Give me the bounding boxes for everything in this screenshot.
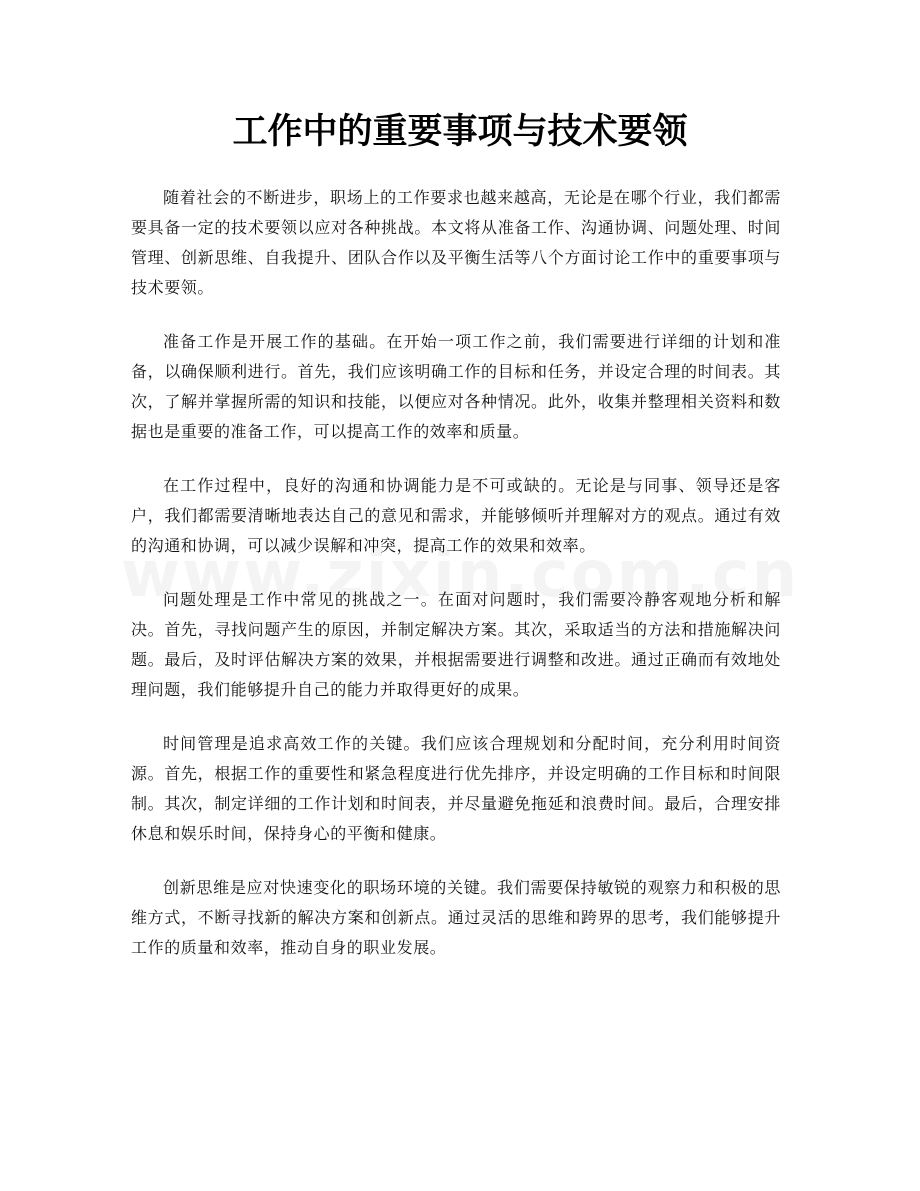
paragraph-intro: 随着社会的不断进步，职场上的工作要求也越来越高，无论是在哪个行业，我们都需要具备一定的技术要领以应对各种挑战。本文将从准备工作、沟通协调、问题处理、时间管理、创新思维、自我提升、团队合作以及平衡生活等八个方面讨论工作中的重要事项与技术要领。 <box>131 188 781 297</box>
document-title: 工作中的重要事项与技术要领 <box>232 112 688 152</box>
paragraph-time-management: 时间管理是追求高效工作的关键。我们应该合理规划和分配时间，充分利用时间资源。首先，根据工作的重要性和紧急程度进行优先排序，并设定明确的工作目标和时间限制。其次，制定详细的工作计划和时间表，并尽量避免拖延和浪费时间。最后，合理安排休息和娱乐时间，保持身心的平衡和健康。 <box>131 734 781 843</box>
paragraph-problem-solving: 问题处理是工作中常见的挑战之一。在面对问题时，我们需要冷静客观地分析和解决。首先，寻找问题产生的原因，并制定解决方案。其次，采取适当的方法和措施解决问题。最后，及时评估解决方案的效果，并根据需要进行调整和改进。通过正确而有效地处理问题，我们能够提升自己的能力并取得更好的成果。 <box>131 590 781 699</box>
paragraph-preparation: 准备工作是开展工作的基础。在开始一项工作之前，我们需要进行详细的计划和准备，以确保顺利进行。首先，我们应该明确工作的目标和任务，并设定合理的时间表。其次，了解并掌握所需的知识和技能，以便应对各种情况。此外，收集并整理相关资料和数据也是重要的准备工作，可以提高工作的效率和质量。 <box>131 332 781 441</box>
paragraph-innovation: 创新思维是应对快速变化的职场环境的关键。我们需要保持敏锐的观察力和积极的思维方式，不断寻找新的解决方案和创新点。通过灵活的思维和跨界的思考，我们能够提升工作的质量和效率，推动自身的职业发展。 <box>131 878 781 957</box>
paragraph-communication: 在工作过程中，良好的沟通和协调能力是不可或缺的。无论是与同事、领导还是客户，我们都需要清晰地表达自己的意见和需求，并能够倾听并理解对方的观点。通过有效的沟通和协调，可以减少误解和冲突，提高工作的效果和效率。 <box>131 476 781 555</box>
document-body <box>131 183 781 987</box>
